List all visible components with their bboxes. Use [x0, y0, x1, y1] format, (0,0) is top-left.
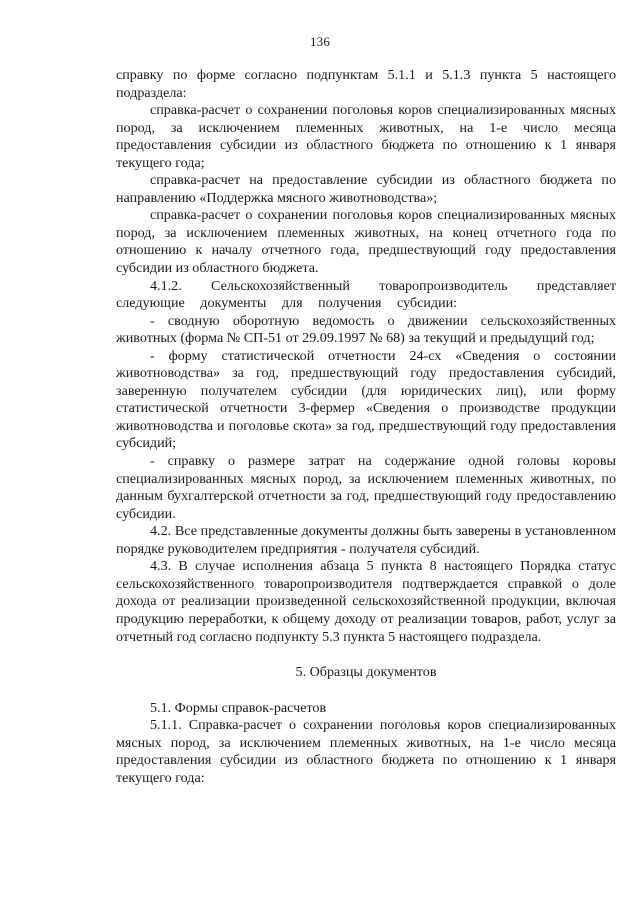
subsection-heading: 5.1. Формы справок-расчетов	[150, 699, 327, 716]
paragraph-certificate-item-1: справка-расчет о сохранении поголовья коров специализированных мясных пород, за исключением племенных животных, на 1-е число месяца предоставления субсидии из областного бюджета по отношению к 1 января текущего года;	[116, 102, 616, 171]
paragraph-4-2: 4.2. Все представленные документы должны быть заверены в установленном порядке руководителем предприятия - получателя субсидий.	[116, 523, 616, 557]
paragraph-list-item-2: - форму статистической отчетности 24-сх «Сведения о состоянии животноводства» за год, предшествующий году предоставления субсидий, заверенную получателем субсидии (для юридических лиц), или форму статистической отчетности 3-фермер «Сведения о производстве продукции животноводства и поголовье скота» за год, предшествующий году предоставления субсидий;	[116, 347, 616, 452]
document-body	[116, 67, 616, 787]
paragraph-intro-continuation: справку по форме согласно подпунктам 5.1.1 и 5.1.3 пункта 5 настоящего подраздела:	[116, 67, 616, 101]
paragraph-4-3: 4.3. В случае исполнения абзаца 5 пункта 8 настоящего Порядка статус сельскохозяйственного товаропроизводителя подтверждается справкой о доле дохода от реализации произведенной сельскохозяйственной продукции, включая продукцию переработки, к общему доходу от реализации товаров, работ, услуг за отчетный год согласно подпункту 5.3 пункта 5 настоящего подраздела.	[116, 558, 616, 645]
paragraph-list-item-1: - сводную оборотную ведомость о движении сельскохозяйственных животных (форма № СП-51 от 29.09.1997 № 68) за текущий и предыдущий год;	[116, 312, 616, 347]
paragraph-certificate-item-2: справка-расчет на предоставление субсидии из областного бюджета по направлению «Поддержка мясного животноводства»;	[116, 172, 616, 206]
paragraph-4-1-2: 4.1.2. Сельскохозяйственный товаропроизводитель представляет следующие документы для получения субсидии:	[116, 277, 616, 312]
section-heading: 5. Образцы документов	[295, 664, 437, 681]
paragraph-list-item-3: - справку о размере затрат на содержание одной головы коровы специализированных мясных пород, за исключением племенных животных, по данным бухгалтерской отчетности за год, предшествующий году предоставлению субсидии.	[116, 453, 616, 522]
paragraph-5-1-1: 5.1.1. Справка-расчет о сохранении поголовья коров специализированных мясных пород, за исключением племенных животных, на 1-е число месяца предоставления субсидии из областного бюджета по отношению к 1 января текущего года:	[116, 717, 616, 786]
paragraph-certificate-item-3: справка-расчет о сохранении поголовья коров специализированных мясных пород, за исключением племенных животных, на конец отчетного года по отношению к началу отчетного года, предшествующий году предоставления субсидии из областного бюджета.	[116, 207, 616, 277]
page-number: 136	[309, 34, 331, 49]
